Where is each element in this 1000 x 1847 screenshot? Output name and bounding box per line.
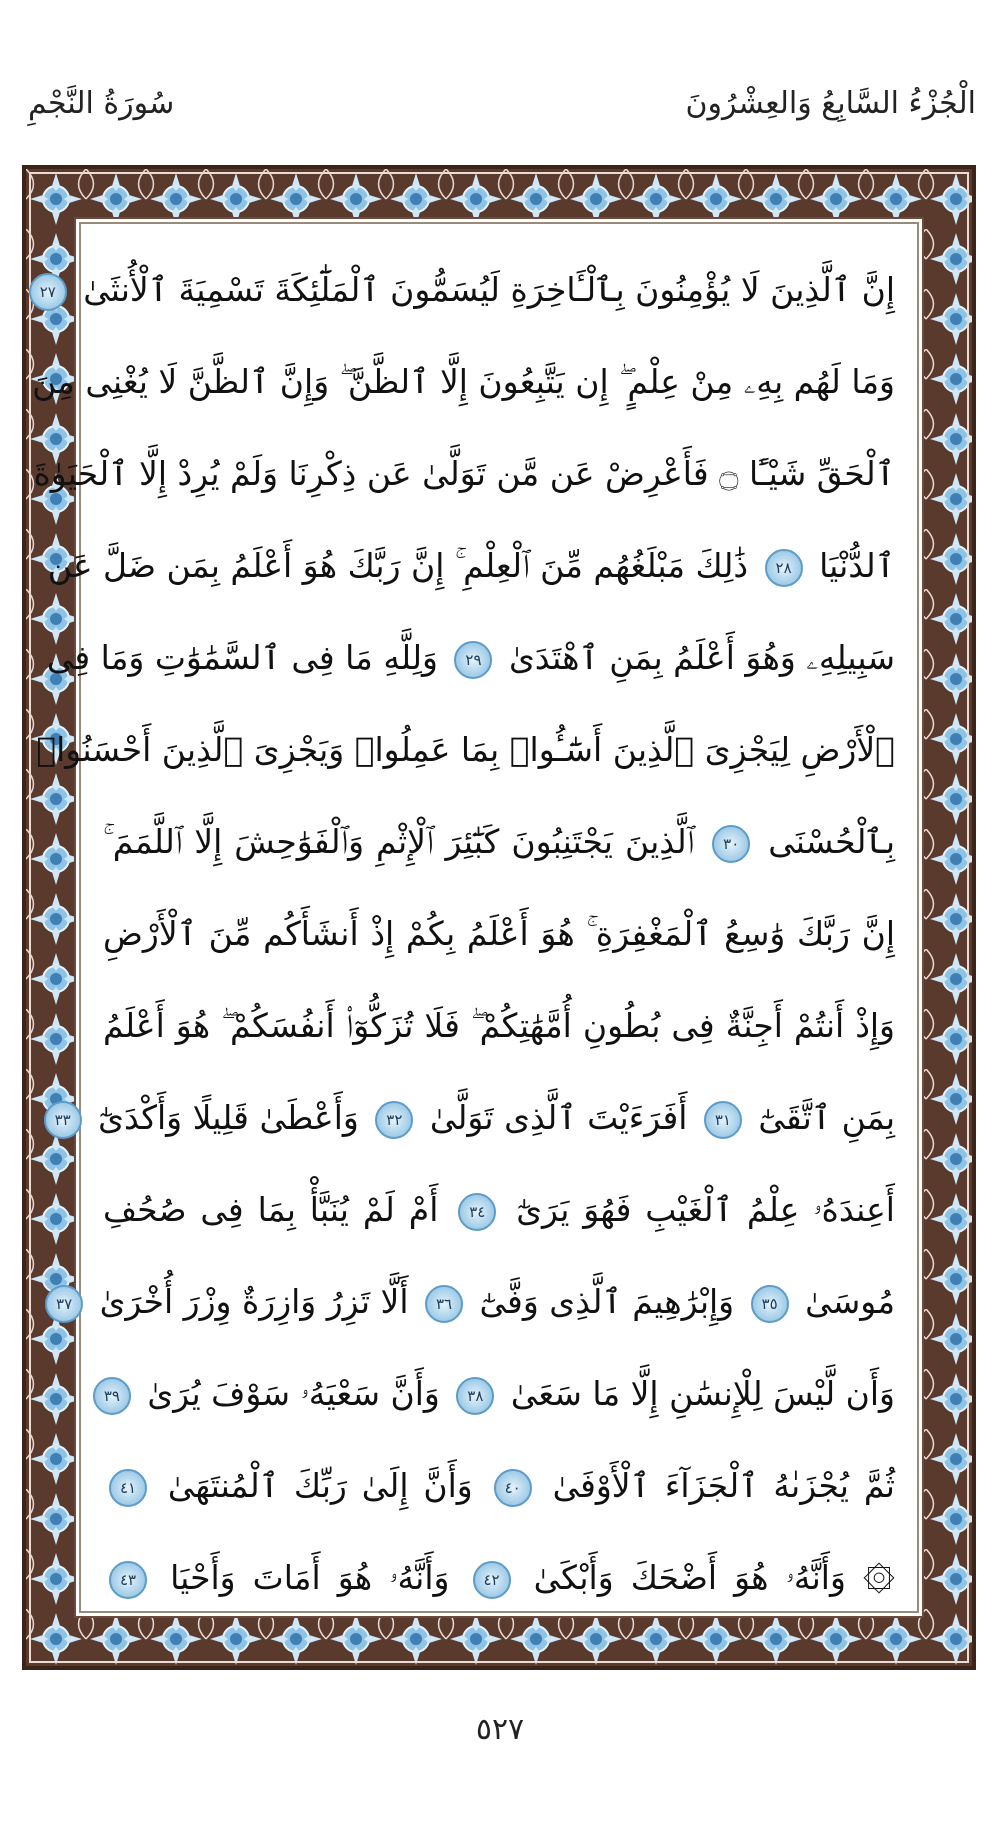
ayah-number-marker: ٣١ [704,1101,742,1139]
verse-text: وَأَنَّ إِلَىٰ رَبِّكَ ٱلْمُنتَهَىٰ [167,1466,473,1505]
verse-text: ٱلَّذِينَ يَجْتَنِبُونَ كَبَٰٓئِرَ ٱلْإِثْمِ وَٱلْفَوَٰحِشَ إِلَّا ٱللَّمَمَ ۚ [103,822,695,861]
ornamental-frame [22,165,976,1670]
ayah-number-marker: ٤٢ [473,1561,511,1599]
verse-text: ٱلدُّنْيَا [819,546,895,585]
verse-text: وَمَا لَهُم بِهِۦ مِنْ عِلْمٍ ۖ إِن يَتَّبِعُونَ إِلَّا ٱلظَّنَّ ۖ وَإِنَّ ٱلظَّنَّ لَا يُغْنِى مِنَ [32,362,895,401]
verse-text: أَفَرَءَيْتَ ٱلَّذِى تَوَلَّىٰ [429,1098,688,1137]
verse-line [103,888,895,980]
verse-line [103,796,895,888]
verse-text: ذَٰلِكَ مَبْلَغُهُم مِّنَ ٱلْعِلْمِ ۚ إِنَّ رَبَّكَ هُوَ أَعْلَمُ بِمَن ضَلَّ عَن [47,546,749,585]
verse-lines [32,244,895,1597]
ayah-number-marker: ٤١ [109,1469,147,1507]
verse-text: ٱلْأَرْضِ لِيَجْزِىَ ٱلَّذِينَ أَسَٰٓـُٔوا۟ بِمَا عَمِلُوا۟ وَيَجْزِىَ ٱلَّذِينَ أَحْسَنُوا۟ [36,730,895,769]
verse-text: أَعِندَهُۥ عِلْمُ ٱلْغَيْبِ فَهُوَ يَرَىٰٓ [516,1190,895,1229]
ayah-number-marker: ٣٤ [458,1193,496,1231]
ayah-number-marker: ٣٩ [93,1377,131,1415]
surah-title: سُورَةُ النَّجْمِ [28,86,175,121]
verse-line [36,704,895,796]
ayah-number-marker: ٤٠ [494,1469,532,1507]
page-header [24,86,976,136]
ayah-number-marker: ٣٢ [375,1101,413,1139]
verse-line [32,336,895,428]
verse-text: وَلِلَّهِ مَا فِى ٱلسَّمَٰوَٰتِ وَمَا فِى [46,638,438,677]
ayah-number-marker: ٢٨ [765,549,803,587]
page-number: ٥٢٧ [475,1712,525,1747]
ayah-number-marker: ٢٩ [454,641,492,679]
verse-text: أَلَّا تَزِرُ وَازِرَةٌ وِزْرَ أُخْرَىٰ [99,1282,409,1321]
ayah-number-marker: ٣٣ [44,1101,82,1139]
verse-text: أَمْ لَمْ يُنَبَّأْ بِمَا فِى صُحُفِ [103,1190,439,1229]
ayah-number-marker: ٣٧ [45,1285,83,1323]
verse-text: بِمَنِ ٱتَّقَىٰٓ [758,1098,895,1137]
text-panel [32,222,919,1613]
verse-text: إِنَّ ٱلَّذِينَ لَا يُؤْمِنُونَ بِٱلْـَٔاخِرَةِ لَيُسَمُّونَ ٱلْمَلَٰٓئِكَةَ تَسْمِيَةَ ٱلْأُنثَىٰ [83,270,895,309]
verse-line [103,980,895,1072]
verse-text: مُوسَىٰ [805,1282,895,1321]
verse-line [103,1164,895,1256]
verse-line [56,1256,895,1348]
ayah-number-marker: ٣٨ [456,1377,494,1415]
ayah-number-marker: ٢٧ [29,273,67,311]
verse-line [54,1072,895,1164]
verse-line [46,612,895,704]
ayah-number-marker: ٣٠ [712,825,750,863]
verse-line [39,244,895,336]
verse-text: وَأَنَّهُۥ هُوَ أَمَاتَ وَأَحْيَا [170,1558,450,1597]
verse-text: إِنَّ رَبَّكَ وَٰسِعُ ٱلْمَغْفِرَةِ ۚ هُوَ أَعْلَمُ بِكُمْ إِذْ أَنشَأَكُم مِّنَ ٱلْأَرْضِ [103,914,895,953]
verse-text: وَأَنَّ سَعْيَهُۥ سَوْفَ يُرَىٰ [147,1374,440,1413]
verse-text: ثُمَّ يُجْزَىٰهُ ٱلْجَزَآءَ ٱلْأَوْفَىٰ [552,1466,895,1505]
verse-line [47,520,895,612]
verse-text: ۞ وَأَنَّهُۥ هُوَ أَضْحَكَ وَأَبْكَىٰ [533,1558,895,1597]
verse-text: ٱلْحَقِّ شَيْـًٔا ۝ فَأَعْرِضْ عَن مَّن تَوَلَّىٰ عَن ذِكْرِنَا وَلَمْ يُرِدْ إِلَّا ٱلْحَيَوٰةَ [33,454,895,493]
verse-text: وَإِبْرَٰهِيمَ ٱلَّذِى وَفَّىٰٓ [479,1282,735,1321]
ayah-number-marker: ٤٣ [109,1561,147,1599]
verse-line [103,1348,895,1440]
ayah-number-marker: ٣٦ [425,1285,463,1323]
verse-text: بِٱلْحُسْنَى [768,822,895,861]
verse-text: وَإِذْ أَنتُمْ أَجِنَّةٌ فِى بُطُونِ أُمَّهَٰتِكُمْ ۖ فَلَا تُزَكُّوٓا۟ أَنفُسَكُمْ ۖ هُوَ أَعْلَمُ [103,1006,895,1045]
verse-text: سَبِيلِهِۦ وَهُوَ أَعْلَمُ بِمَنِ ٱهْتَدَىٰ [508,638,895,677]
verse-text: وَأَن لَّيْسَ لِلْإِنسَٰنِ إِلَّا مَا سَعَىٰ [510,1374,895,1413]
verse-line [33,428,895,520]
verse-text: وَأَعْطَىٰ قَلِيلًا وَأَكْدَىٰٓ [98,1098,359,1137]
ayah-number-marker: ٣٥ [751,1285,789,1323]
verse-line [103,1532,895,1624]
verse-line [103,1440,895,1532]
juz-title: الْجُزْءُ السَّابِعُ وَالعِشْرُونَ [685,86,976,121]
